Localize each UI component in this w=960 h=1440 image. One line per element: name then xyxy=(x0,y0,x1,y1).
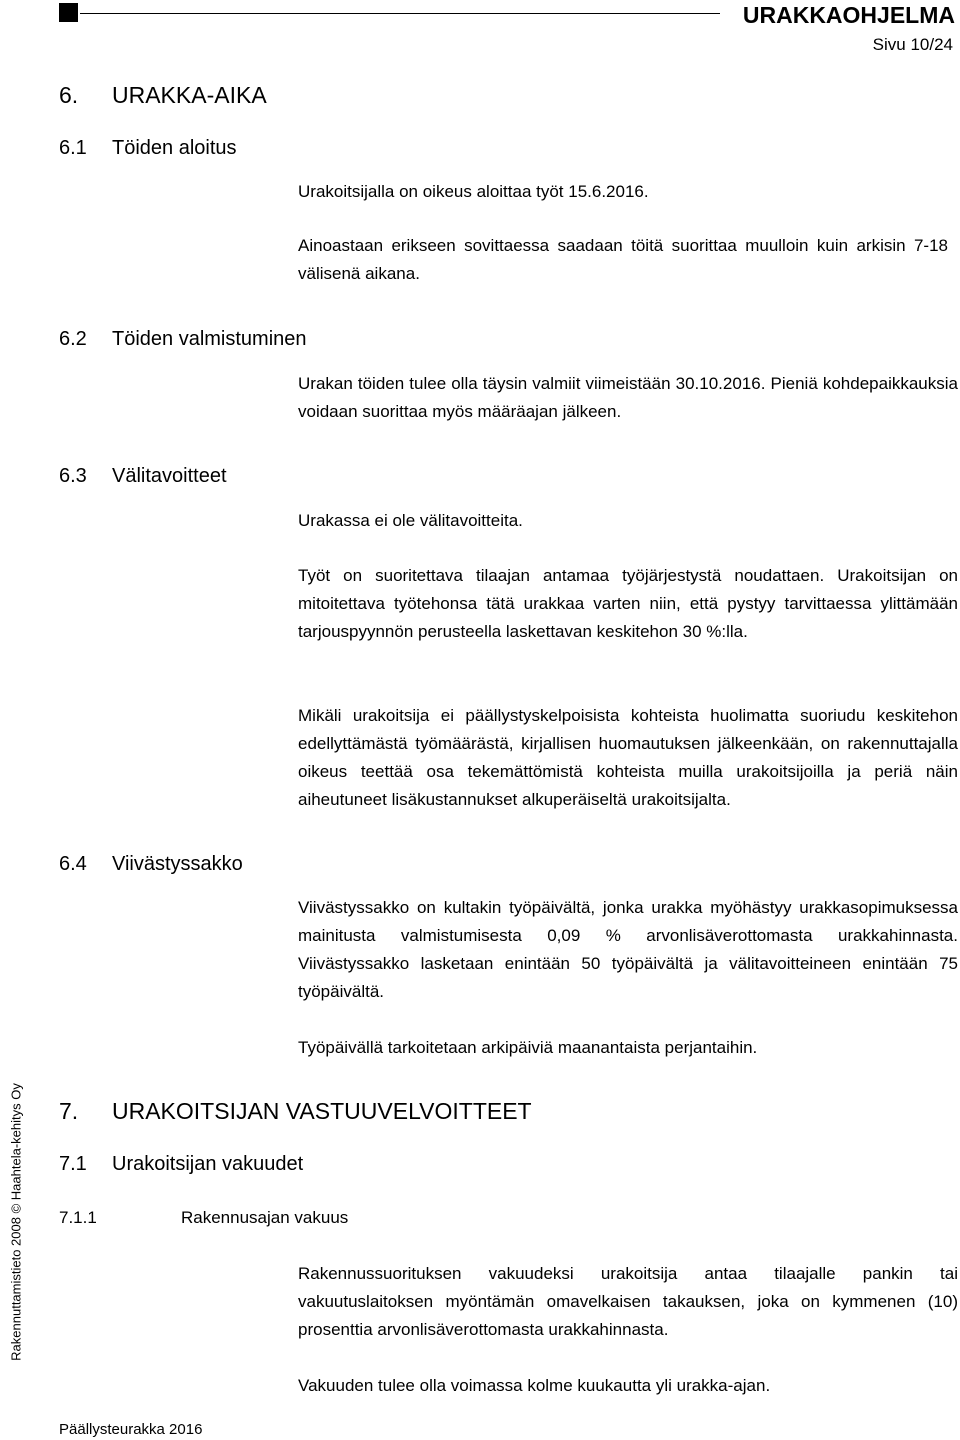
section-6-1-heading xyxy=(59,137,237,160)
section-title: Rakennusajan vakuus xyxy=(181,1208,349,1227)
header-logo-square xyxy=(59,3,78,22)
paragraph: Urakan töiden tulee olla täysin valmiit viimeistään 30.10.2016. Pieniä kohdepaikkauksia voidaan suorittaa myös määräajan jälkeen. xyxy=(298,374,958,421)
section-title: Urakoitsijan vakuudet xyxy=(112,1153,304,1175)
section-6-4-heading xyxy=(59,853,243,876)
section-title: URAKKA-AIKA xyxy=(112,82,267,108)
section-number: 6.1 xyxy=(59,137,87,159)
paragraph: Ainoastaan erikseen sovittaessa saadaan töitä suorittaa muulloin kuin arkisin 7-18 välisenä aikana. xyxy=(298,236,948,283)
section-number: 7. xyxy=(59,1098,79,1124)
page-number: Sivu 10/24 xyxy=(872,35,953,54)
paragraph: Urakassa ei ole välitavoitteita. xyxy=(298,511,523,530)
section-title: URAKOITSIJAN VASTUUVELVOITTEET xyxy=(112,1098,532,1124)
paragraph: Mikäli urakoitsija ei päällystyskelpoisista kohteista huolimatta suoriudu keskitehon edellyttämästä työmäärästä, kirjallisen huomautuksen jälkeenkään, on rakennuttajalla oikeus teettää osa tekemättömistä kohteista muilla urakoitsijoilla ja periä näin aiheutuneet lisäkustannukset alkuperäiseltä urakoitsijalta. xyxy=(298,706,958,809)
paragraph: Työt on suoritettava tilaajan antamaa työjärjestystä noudattaen. Urakoitsijan on mitoitettava työtehonsa tätä urakkaa varten niin, että pystyy tarvittaessa ylittämään tarjouspyynnön perusteella laskettavan keskitehon 30 %:lla. xyxy=(298,566,958,641)
document-title: URAKKAOHJELMA xyxy=(742,2,955,28)
section-number: 7.1 xyxy=(59,1153,87,1175)
paragraph: Viivästyssakko on kultakin työpäivältä, jonka urakka myöhästyy urakkasopimuksessa mainitusta valmistumisesta 0,09 % arvonlisäverottomasta urakkahinnasta. Viivästyssakko lasketaan enintään 50 työpäivältä ja välitavoitteineen enintään 75 työpäivältä. xyxy=(298,898,958,1001)
section-number: 6.3 xyxy=(59,465,87,487)
section-6-2-heading xyxy=(59,328,307,351)
section-6-3-heading xyxy=(59,465,227,488)
section-number: 6.4 xyxy=(59,853,87,875)
section-number: 7.1.1 xyxy=(59,1208,97,1227)
section-title: Töiden aloitus xyxy=(112,137,237,159)
section-7-heading xyxy=(59,1098,532,1125)
section-7-1-1-heading xyxy=(59,1208,348,1228)
paragraph: Rakennussuorituksen vakuudeksi urakoitsija antaa tilaajalle pankin tai vakuutuslaitoksen myöntämän omavelkaisen takauksen, joka on kymmenen (10) prosenttia arvonlisäverottomasta urakkahinnasta. xyxy=(298,1264,958,1339)
section-6-heading xyxy=(59,82,267,109)
section-title: Välitavoitteet xyxy=(112,465,227,487)
footer-text: Päällysteurakka 2016 xyxy=(59,1421,203,1438)
paragraph: Vakuuden tulee olla voimassa kolme kuukautta yli urakka-ajan. xyxy=(298,1376,771,1395)
section-number: 6.2 xyxy=(59,328,87,350)
section-title: Töiden valmistuminen xyxy=(112,328,307,350)
paragraph: Urakoitsijalla on oikeus aloittaa työt 15.6.2016. xyxy=(298,182,649,201)
section-title: Viivästyssakko xyxy=(112,853,243,875)
section-number: 6. xyxy=(59,82,79,108)
paragraph: Työpäivällä tarkoitetaan arkipäiviä maanantaista perjantaihin. xyxy=(298,1038,758,1057)
section-7-1-heading xyxy=(59,1153,303,1176)
copyright-side-note: Rakennuttamistieto 2008 © Haahtela-kehitys Oy xyxy=(8,1083,24,1361)
header-rule xyxy=(80,13,720,14)
